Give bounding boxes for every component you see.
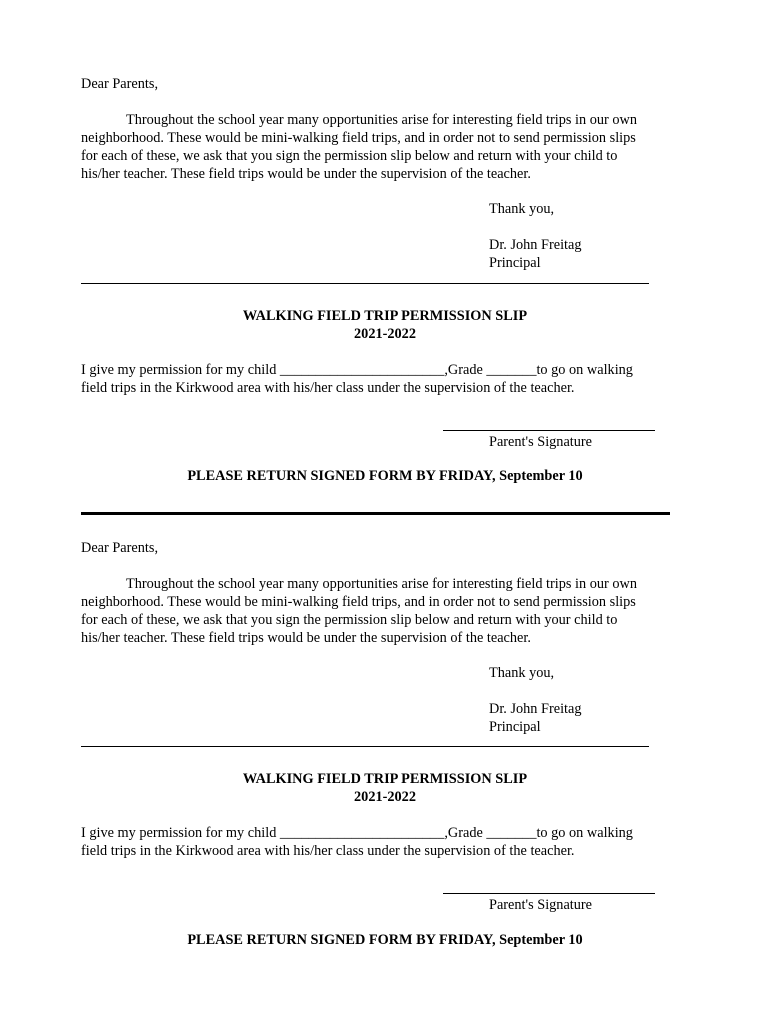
signature-label: Parent's Signature xyxy=(489,897,593,913)
letter-body-line: for each of these, we ask that you sign the permission slip below and return with your child to xyxy=(81,148,618,164)
permission-line: field trips in the Kirkwood area with his/her class under the supervision of the teacher. xyxy=(81,843,575,859)
greeting: Dear Parents, xyxy=(81,540,159,556)
signer-name: Dr. John Freitag xyxy=(489,701,582,717)
return-notice: PLEASE RETURN SIGNED FORM BY FRIDAY, September 10 xyxy=(187,932,583,948)
permission-statement xyxy=(81,361,681,397)
signature-label: Parent's Signature xyxy=(489,434,593,450)
return-notice: PLEASE RETURN SIGNED FORM BY FRIDAY, September 10 xyxy=(187,468,583,484)
closing: Thank you, xyxy=(489,665,555,681)
letter-body-line: Throughout the school year many opportunities arise for interesting field trips in our own xyxy=(126,112,638,128)
slip-title: WALKING FIELD TRIP PERMISSION SLIP xyxy=(242,308,528,324)
divider-line xyxy=(81,746,649,747)
letter-body-line: for each of these, we ask that you sign the permission slip below and return with your child to xyxy=(81,612,618,628)
permission-line: I give my permission for my child _______________________,Grade _______to go on walking xyxy=(81,362,633,378)
letter-body xyxy=(81,575,681,647)
signer-title: Principal xyxy=(489,719,541,735)
permission-line: field trips in the Kirkwood area with his/her class under the supervision of the teacher. xyxy=(81,380,575,396)
slip-year: 2021-2022 xyxy=(354,789,416,805)
signature-line xyxy=(443,893,655,894)
letter-body-line: neighborhood. These would be mini-walking field trips, and in order not to send permission slips xyxy=(81,594,636,610)
signer-title: Principal xyxy=(489,255,541,271)
letter-body-line: neighborhood. These would be mini-walking field trips, and in order not to send permission slips xyxy=(81,130,636,146)
greeting: Dear Parents, xyxy=(81,76,159,92)
signer-name: Dr. John Freitag xyxy=(489,237,582,253)
letter-body-line: his/her teacher. These field trips would be under the supervision of the teacher. xyxy=(81,166,531,182)
slip-year: 2021-2022 xyxy=(354,326,416,342)
letter-body-line: his/her teacher. These field trips would be under the supervision of the teacher. xyxy=(81,630,531,646)
permission-statement xyxy=(81,824,681,860)
cut-separator-line xyxy=(81,512,670,515)
divider-line xyxy=(81,283,649,284)
signature-line xyxy=(443,430,655,431)
slip-title: WALKING FIELD TRIP PERMISSION SLIP xyxy=(242,771,528,787)
letter-body xyxy=(81,111,681,183)
letter-body-line: Throughout the school year many opportunities arise for interesting field trips in our own xyxy=(126,576,638,592)
permission-line: I give my permission for my child _______________________,Grade _______to go on walking xyxy=(81,825,633,841)
closing: Thank you, xyxy=(489,201,555,217)
